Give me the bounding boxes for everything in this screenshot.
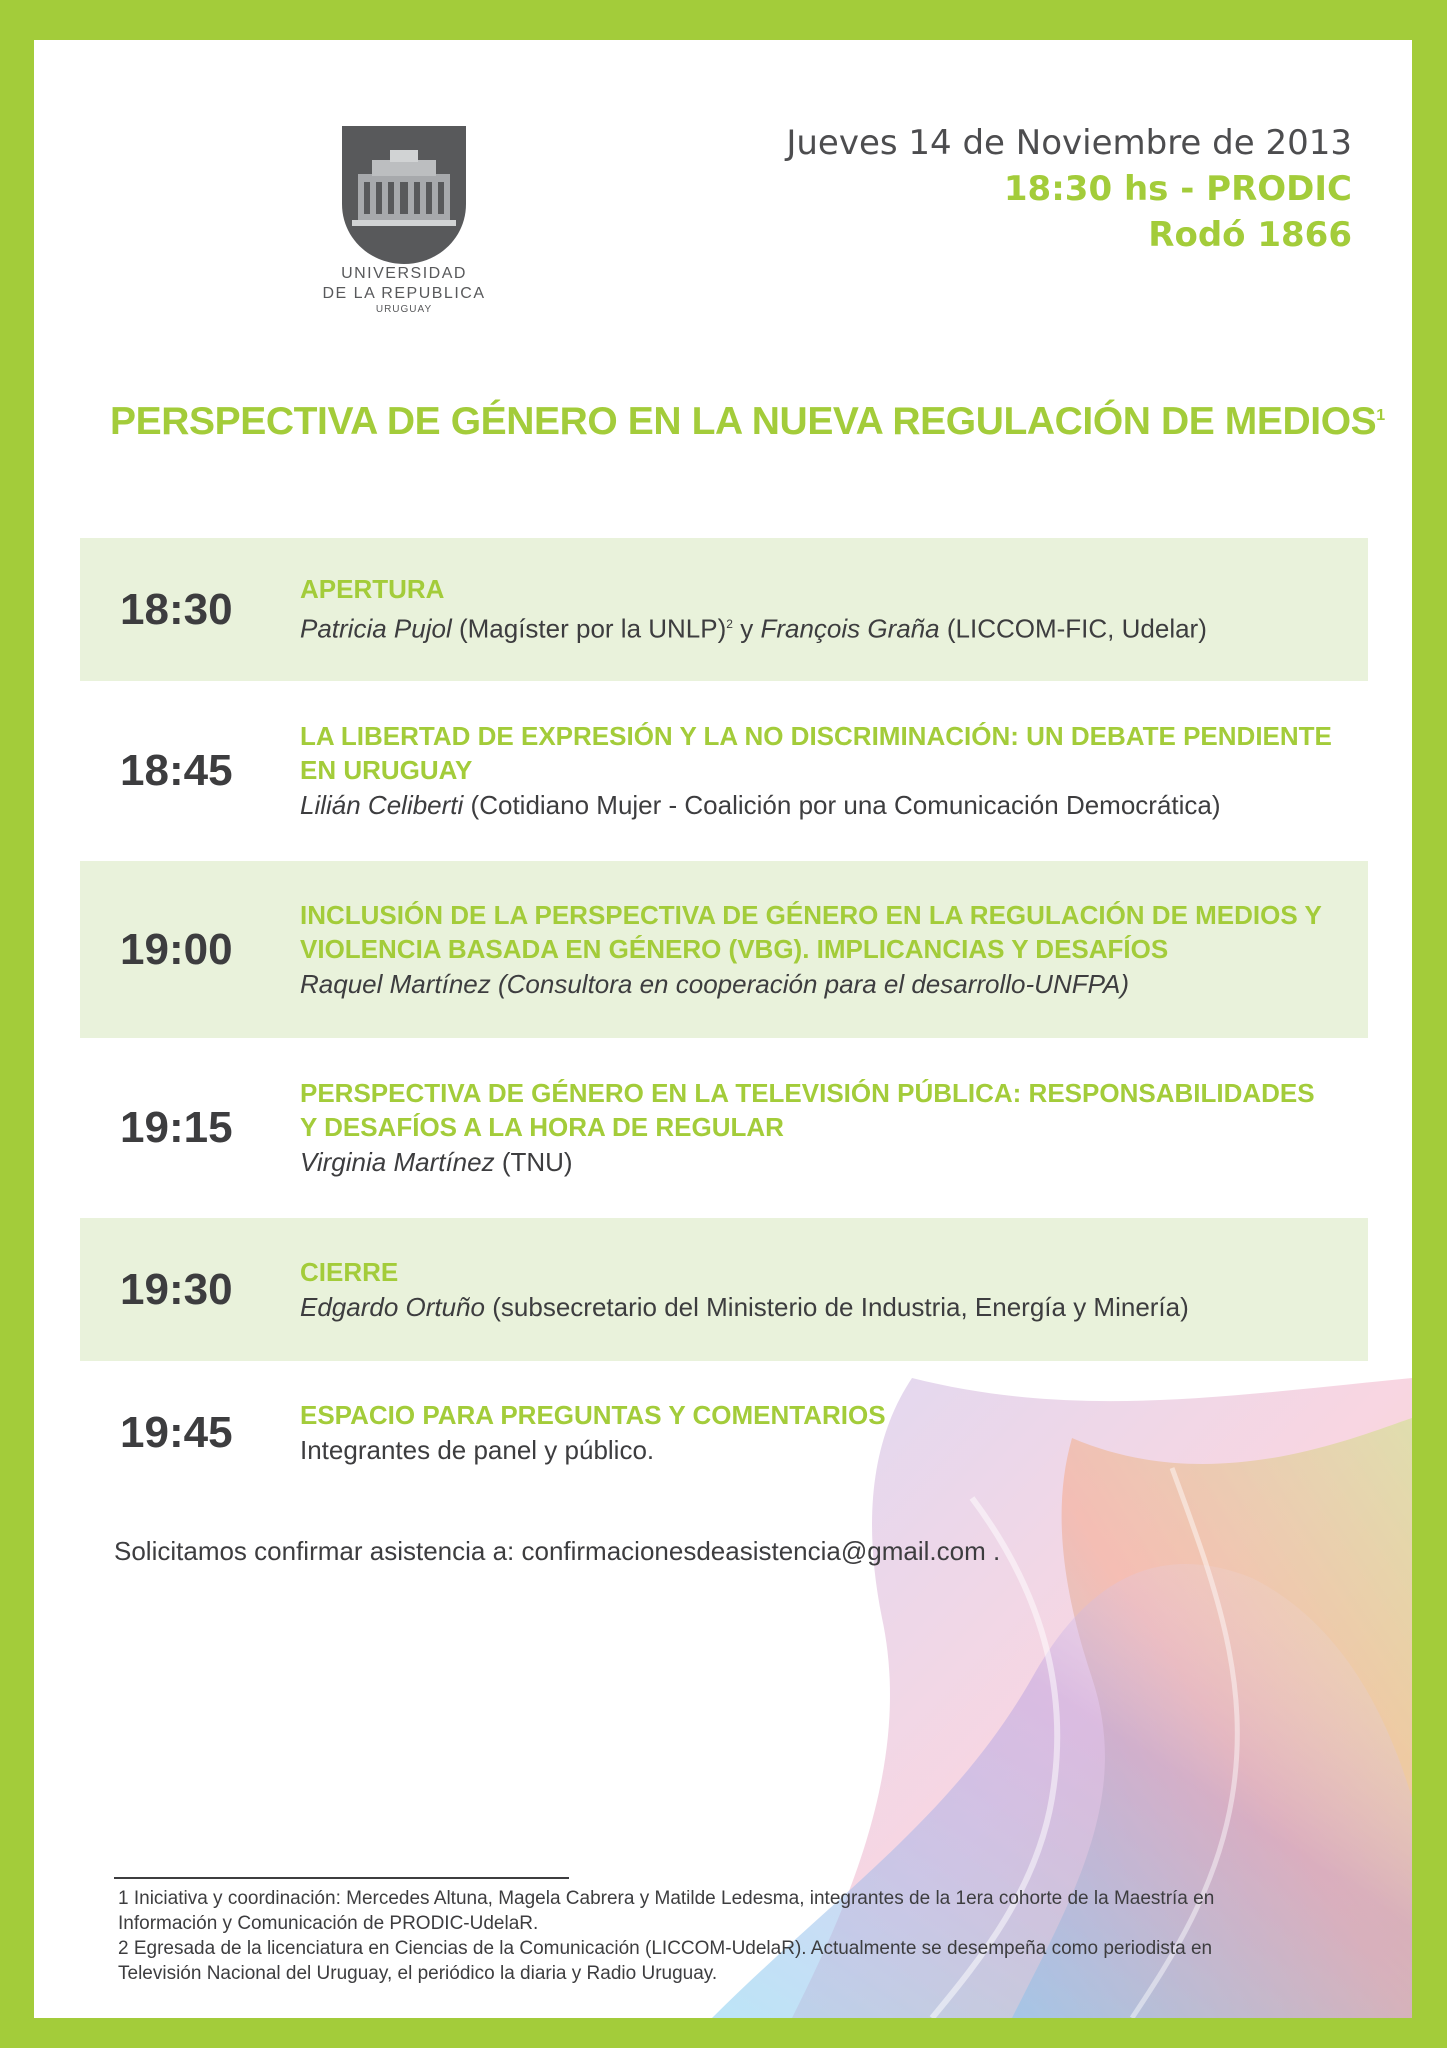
- speaker-name: Patricia Pujol: [300, 613, 452, 644]
- program-row-1945: [80, 1361, 1368, 1504]
- event-time: 18:30 hs - PRODIC: [1003, 169, 1352, 209]
- program-heading: INCLUSIÓN DE LA PERSPECTIVA DE GÉNERO EN LA REGULACIÓN DE MEDIOS Y VIOLENCIA BASADA EN GÉNERO (VBG). IMPLICANCIAS Y DESAFÍOS: [300, 899, 1322, 964]
- speaker-footnote-mark: 2: [726, 617, 733, 632]
- page-title: [110, 400, 1385, 444]
- event-date: Jueves 14 de Noviembre de 2013: [786, 123, 1352, 163]
- footnote-1: 1 Iniciativa y coordinación: Mercedes Altuna, Magela Cabrera y Matilde Ledesma, integrantes de la 1era cohorte de la Maestría en Información y Comunicación de PRODIC-UdelaR.: [118, 1888, 1215, 1934]
- speaker-name: Lilián Celiberti: [300, 790, 464, 820]
- speaker-connector: y: [740, 613, 754, 644]
- university-logo: [304, 126, 504, 315]
- program-row-1845: [80, 681, 1368, 861]
- program-speakers: [300, 1432, 1338, 1468]
- speaker-name: Raquel Martínez (Consultora en cooperación para el desarrollo-UNFPA): [300, 968, 1130, 999]
- program-row-1830: [80, 538, 1368, 681]
- speaker-name: Edgardo Ortuño: [300, 1291, 486, 1322]
- footnote-divider: [114, 1877, 569, 1879]
- speaker-name: Virginia Martínez: [300, 1147, 495, 1177]
- event-place: Rodó 1866: [1148, 215, 1352, 255]
- poster-page: [34, 40, 1412, 2018]
- speaker-detail: (subsecretario del Ministerio de Industria, Energía y Minería): [492, 1291, 1189, 1322]
- page-title-text: PERSPECTIVA DE GÉNERO EN LA NUEVA REGULACIÓN DE MEDIOS: [110, 400, 1377, 443]
- program-heading: ESPACIO PARA PREGUNTAS Y COMENTARIOS: [300, 1399, 886, 1430]
- program-row-1900: [80, 861, 1368, 1038]
- program-speakers: [300, 606, 1338, 647]
- program-speakers: [300, 787, 1338, 823]
- logo-text-universidad: UNIVERSIDAD: [341, 265, 467, 282]
- program-heading: APERTURA: [300, 574, 445, 605]
- program-heading: CIERRE: [300, 1256, 399, 1287]
- speaker-detail: Integrantes de panel y público.: [300, 1434, 655, 1465]
- logo-text-uruguay: URUGUAY: [375, 304, 433, 315]
- rsvp-text: Solicitamos confirmar asistencia a: confirmacionesdeasistencia@gmail.com .: [114, 1536, 1001, 1566]
- building-shield-icon: [342, 126, 466, 264]
- program-heading: LA LIBERTAD DE EXPRESIÓN Y LA NO DISCRIMINACIÓN: UN DEBATE PENDIENTE EN URUGUAY: [300, 721, 1332, 785]
- speaker-detail: (Magíster por la UNLP): [458, 613, 727, 644]
- speaker-detail-2: (LICCOM-FIC, Udelar): [946, 613, 1207, 644]
- program-time: 18:45: [120, 746, 233, 795]
- program-row-1915: [80, 1038, 1368, 1218]
- program-schedule: [80, 538, 1368, 1504]
- program-time: 18:30: [120, 584, 233, 634]
- footnote-2: 2 Egresada de la licenciatura en Ciencias de la Comunicación (LICCOM-UdelaR). Actualmente se desempeña como periodista en Televisión Nacional del Uruguay, el periódico la diaria y Radio Uruguay.: [118, 1938, 1213, 1984]
- program-speakers: [300, 966, 1338, 1002]
- program-row-1930: [80, 1218, 1368, 1361]
- footnotes: [118, 1886, 1218, 1986]
- program-time: 19:45: [120, 1407, 233, 1457]
- program-time: 19:15: [120, 1103, 233, 1152]
- speaker-detail: (Cotidiano Mujer - Coalición por una Comunicación Democrática): [470, 790, 1221, 820]
- program-speakers: [300, 1289, 1338, 1325]
- program-time: 19:00: [120, 924, 233, 974]
- program-speakers: [300, 1144, 1338, 1180]
- program-heading: PERSPECTIVA DE GÉNERO EN LA TELEVISIÓN PÚBLICA: RESPONSABILIDADES Y DESAFÍOS A LA HORA DE REGULAR: [300, 1078, 1315, 1142]
- event-info: [786, 120, 1352, 258]
- speaker-detail: (TNU): [501, 1147, 573, 1177]
- speaker-name-2: François Graña: [760, 613, 940, 644]
- title-footnote-mark: 1: [1376, 407, 1385, 424]
- logo-text-republica: DE LA REPUBLICA: [322, 285, 486, 302]
- program-time: 19:30: [120, 1264, 233, 1314]
